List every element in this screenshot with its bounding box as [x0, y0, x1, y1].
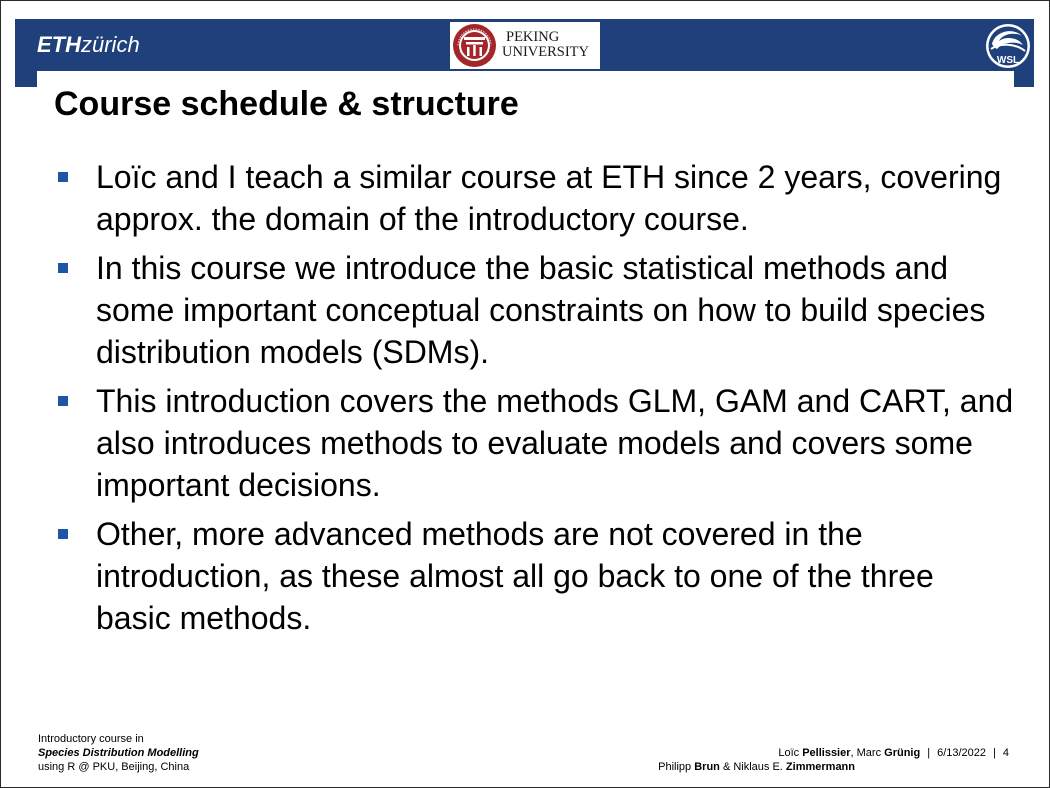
footer-course-info: [38, 732, 199, 774]
peking-university-logo: [450, 22, 600, 69]
bullet-text: Other, more advanced methods are not covered in the introduction, as these almost all go back to one of the three basic methods.: [96, 516, 934, 636]
bullet-text: This introduction covers the methods GLM, GAM and CART, and also introduces methods to evaluate models and covers some important decisions.: [96, 383, 1014, 503]
author3-first: Philipp: [658, 761, 695, 773]
eth-logo-bold-text: ETH: [37, 32, 81, 57]
footer-divider: |: [993, 747, 996, 759]
wsl-logo-icon: [985, 23, 1031, 69]
bullet-text: In this course we introduce the basic statistical methods and some important conceptual constraints on how to build species distribution models (SDMs).: [96, 250, 986, 370]
bullet-list: [56, 156, 1016, 646]
bullet-text: Loïc and I teach a similar course at ETH since 2 years, covering approx. the domain of the introductory course.: [96, 159, 1002, 237]
eth-logo-light-text: zürich: [81, 32, 140, 57]
bullet-item: [56, 247, 1016, 373]
bullet-square-icon: [58, 529, 68, 539]
footer-authors-line1: [658, 746, 1009, 760]
footer-authors: [658, 746, 1009, 774]
page-number: 4: [1002, 747, 1009, 759]
header-band-left-tail: [15, 71, 37, 87]
footer-course-location: using R @ PKU, Beijing, China: [38, 761, 190, 773]
bullet-square-icon: [58, 396, 68, 406]
author1-first: Loïc: [778, 747, 803, 759]
author1-last: Pellissier: [802, 747, 851, 759]
author3-last: Brun: [694, 761, 720, 773]
footer-course-name: Species Distribution Modelling: [38, 747, 199, 759]
author4-last: Zimmermann: [785, 761, 855, 773]
pku-logo-text: [502, 30, 589, 60]
footer-divider: |: [927, 747, 931, 759]
bullet-item: [56, 380, 1016, 506]
bullet-square-icon: [58, 172, 68, 182]
slide-title: Course schedule & structure: [54, 85, 519, 123]
footer-date: 6/13/2022: [937, 747, 987, 759]
header-band-right-tail: [1014, 71, 1034, 87]
bullet-square-icon: [58, 263, 68, 273]
eth-zurich-logo: [37, 32, 140, 58]
pku-logo-line1: PEKING: [506, 29, 560, 45]
pku-logo-line2: UNIVERSITY: [502, 44, 589, 60]
author-separator: , Marc: [850, 747, 885, 759]
bullet-item: [56, 156, 1016, 240]
footer-authors-line2: [658, 760, 855, 774]
author-and: & Niklaus E.: [719, 761, 786, 773]
bullet-item: [56, 513, 1016, 639]
author2-last: Grünig: [884, 747, 921, 759]
wsl-logo-text: WSL: [996, 55, 1020, 66]
footer-course-line1: Introductory course in: [38, 733, 144, 745]
pku-seal-icon: [452, 23, 497, 68]
